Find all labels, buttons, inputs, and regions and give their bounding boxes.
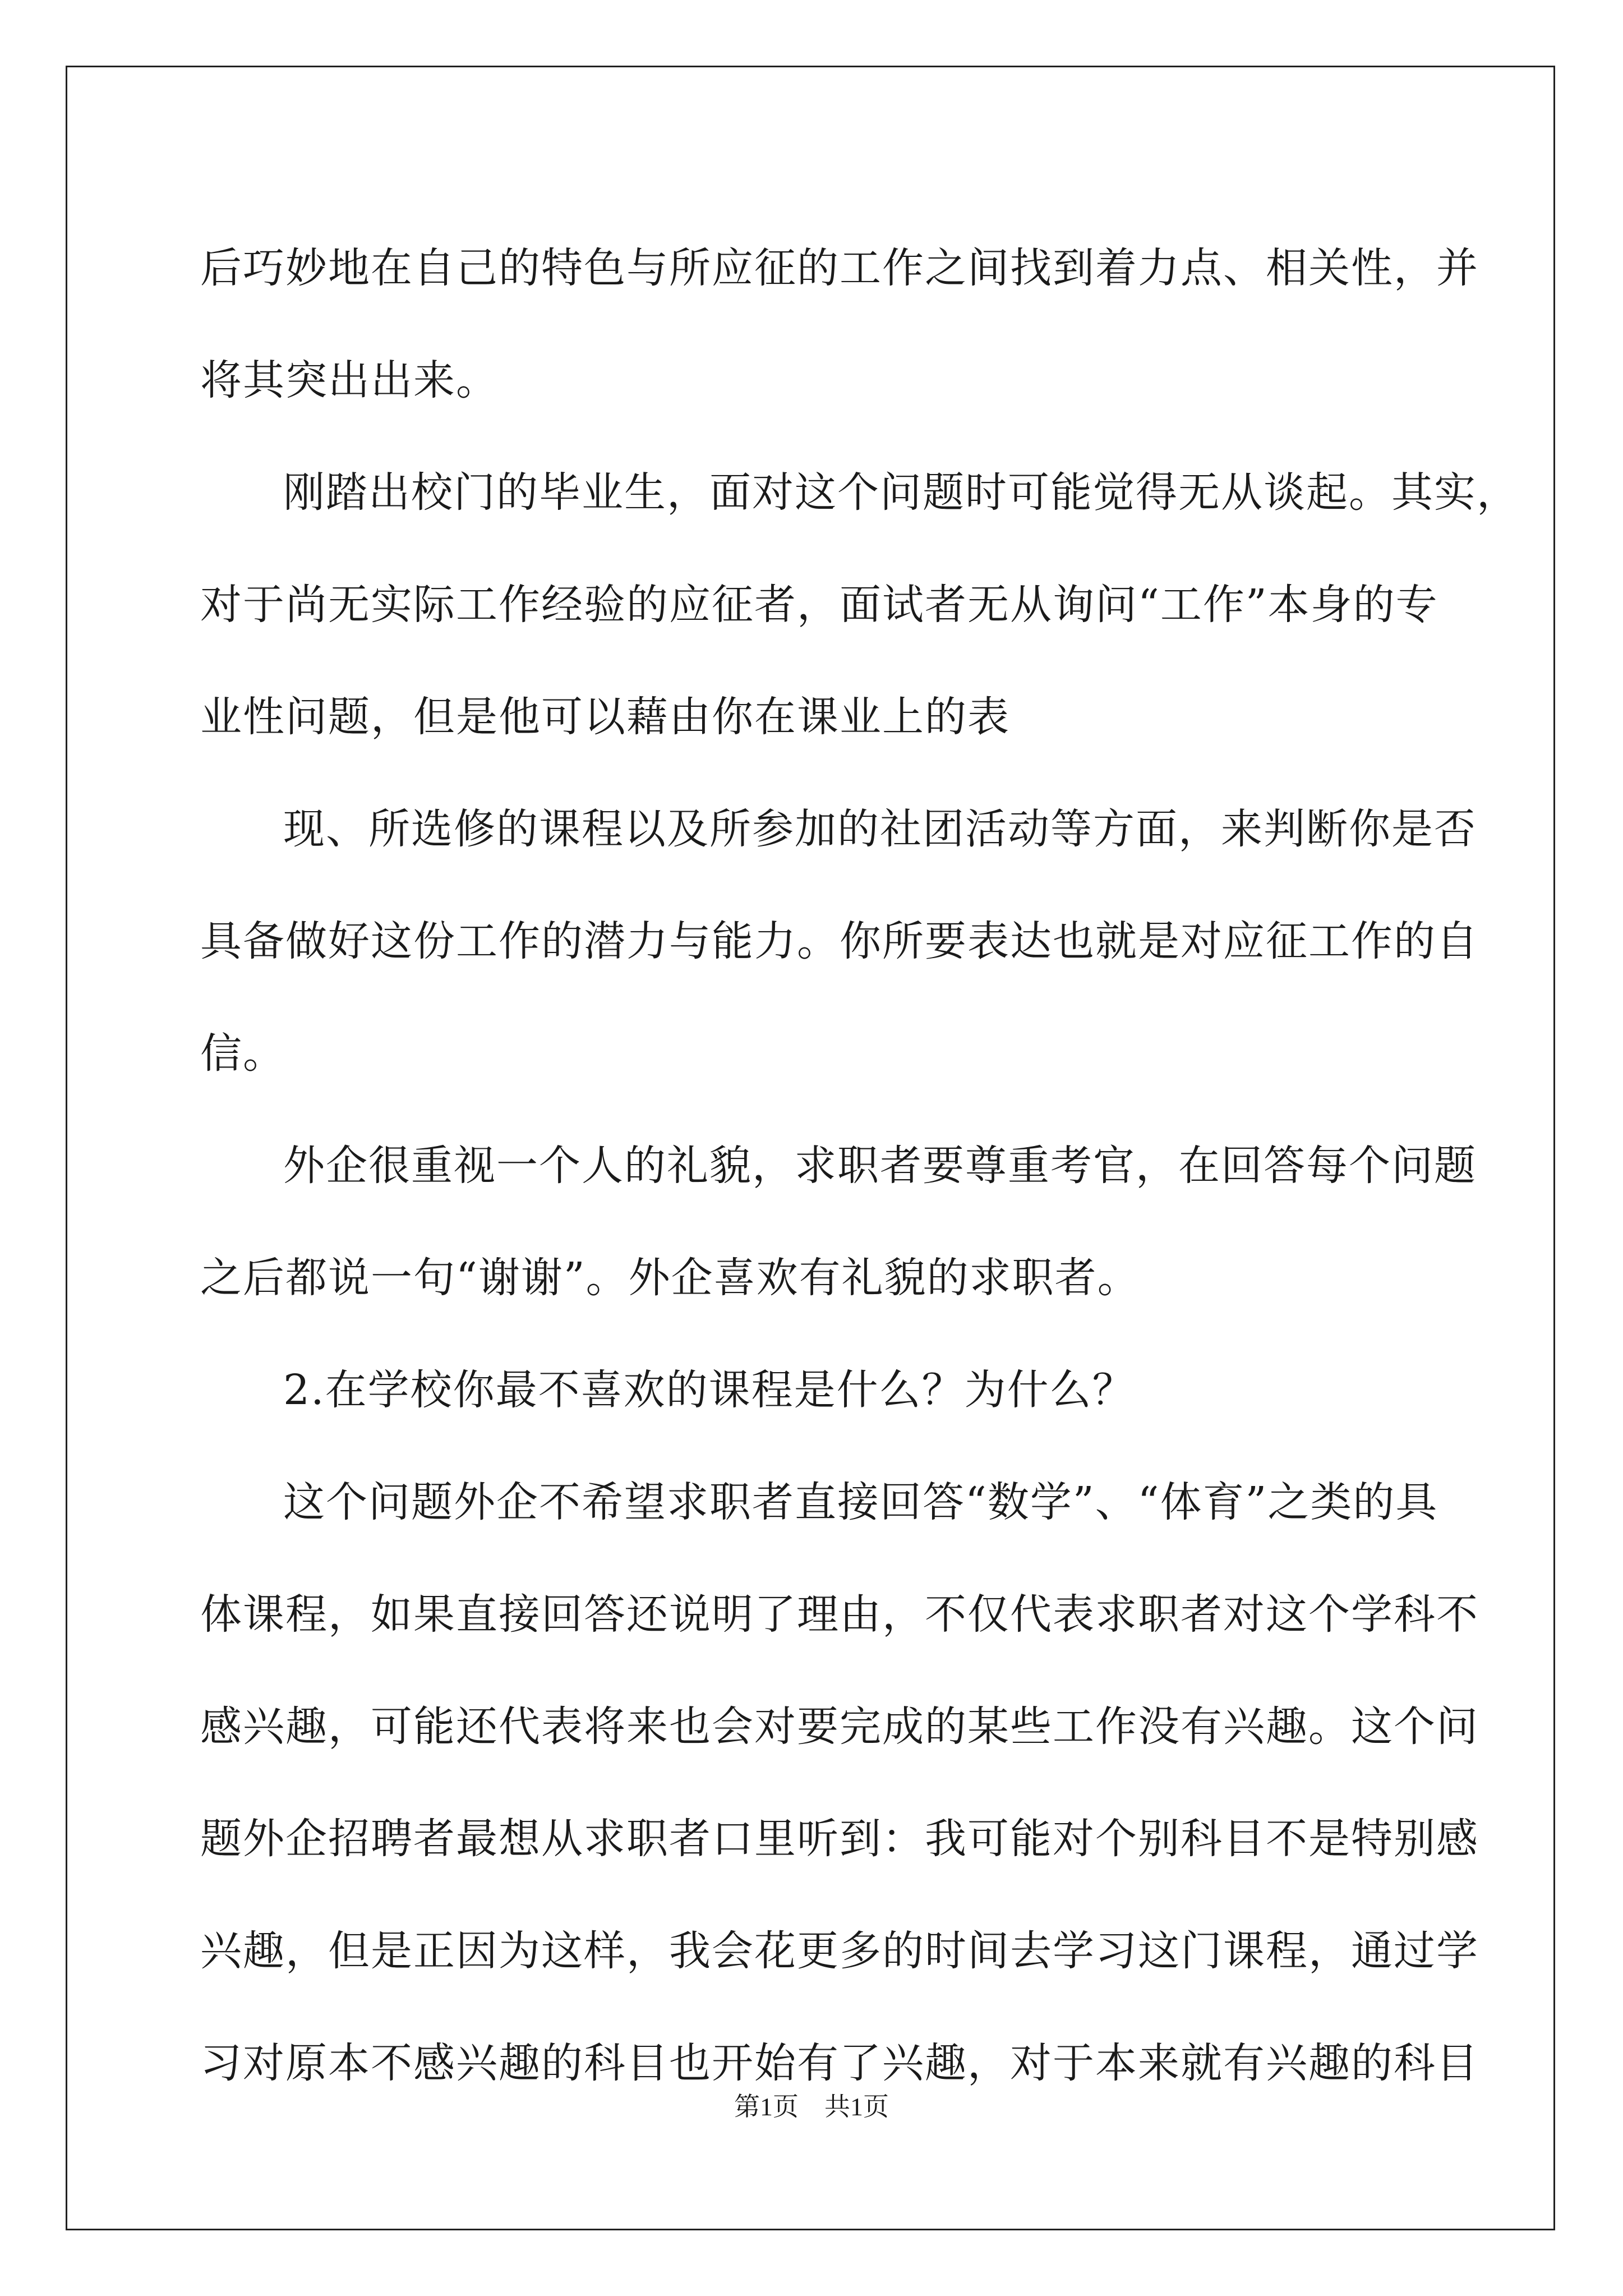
page-number-total: 共1页 xyxy=(824,2092,889,2121)
page-footer xyxy=(0,2091,1623,2123)
text-line: 体课程，如果直接回答还说明了理由，不仅代表求职者对这个学科不 xyxy=(200,1590,1479,1639)
page-number-current: 第1页 xyxy=(734,2092,799,2121)
question-heading: 2.在学校你最不喜欢的课程是什么？为什么？ xyxy=(283,1366,1135,1414)
paragraph-first-line: 现、所选修的课程以及所参加的社团活动等方面，来判断你是否 xyxy=(283,805,1477,853)
text-line: 感兴趣，可能还代表将来也会对要完成的某些工作没有兴趣。这个问 xyxy=(200,1703,1479,1751)
text-line: 之后都说一句“谢谢”。外企喜欢有礼貌的求职者。 xyxy=(200,1254,1140,1302)
paragraph-first-line: 外企很重视一个人的礼貌，求职者要尊重考官，在回答每个问题 xyxy=(283,1142,1477,1190)
paragraph-first-line: 刚踏出校门的毕业生，面对这个问题时可能觉得无从谈起。其实， xyxy=(283,468,1519,517)
text-line: 兴趣，但是正因为这样，我会花更多的时间去学习这门课程，通过学 xyxy=(200,1927,1479,1975)
text-line: 信。 xyxy=(200,1029,285,1078)
text-line: 后巧妙地在自己的特色与所应征的工作之间找到着力点、相关性，并 xyxy=(200,244,1479,292)
text-line: 对于尚无实际工作经验的应征者，面试者无从询问“工作”本身的专 xyxy=(200,581,1438,629)
document-body xyxy=(200,212,1519,2119)
text-line: 具备做好这份工作的潜力与能力。你所要表达也就是对应征工作的自 xyxy=(200,917,1479,965)
text-line: 习对原本不感兴趣的科目也开始有了兴趣，对于本来就有兴趣的科目 xyxy=(200,2039,1479,2087)
text-line: 业性问题，但是他可以藉由你在课业上的表 xyxy=(200,693,1010,741)
text-line: 题外企招聘者最想从求职者口里听到：我可能对个别科目不是特别感 xyxy=(200,1815,1479,1863)
paragraph-first-line: 这个问题外企不希望求职者直接回答“数学”、“体育”之类的具 xyxy=(283,1478,1438,1526)
text-line: 将其突出出来。 xyxy=(200,356,499,404)
